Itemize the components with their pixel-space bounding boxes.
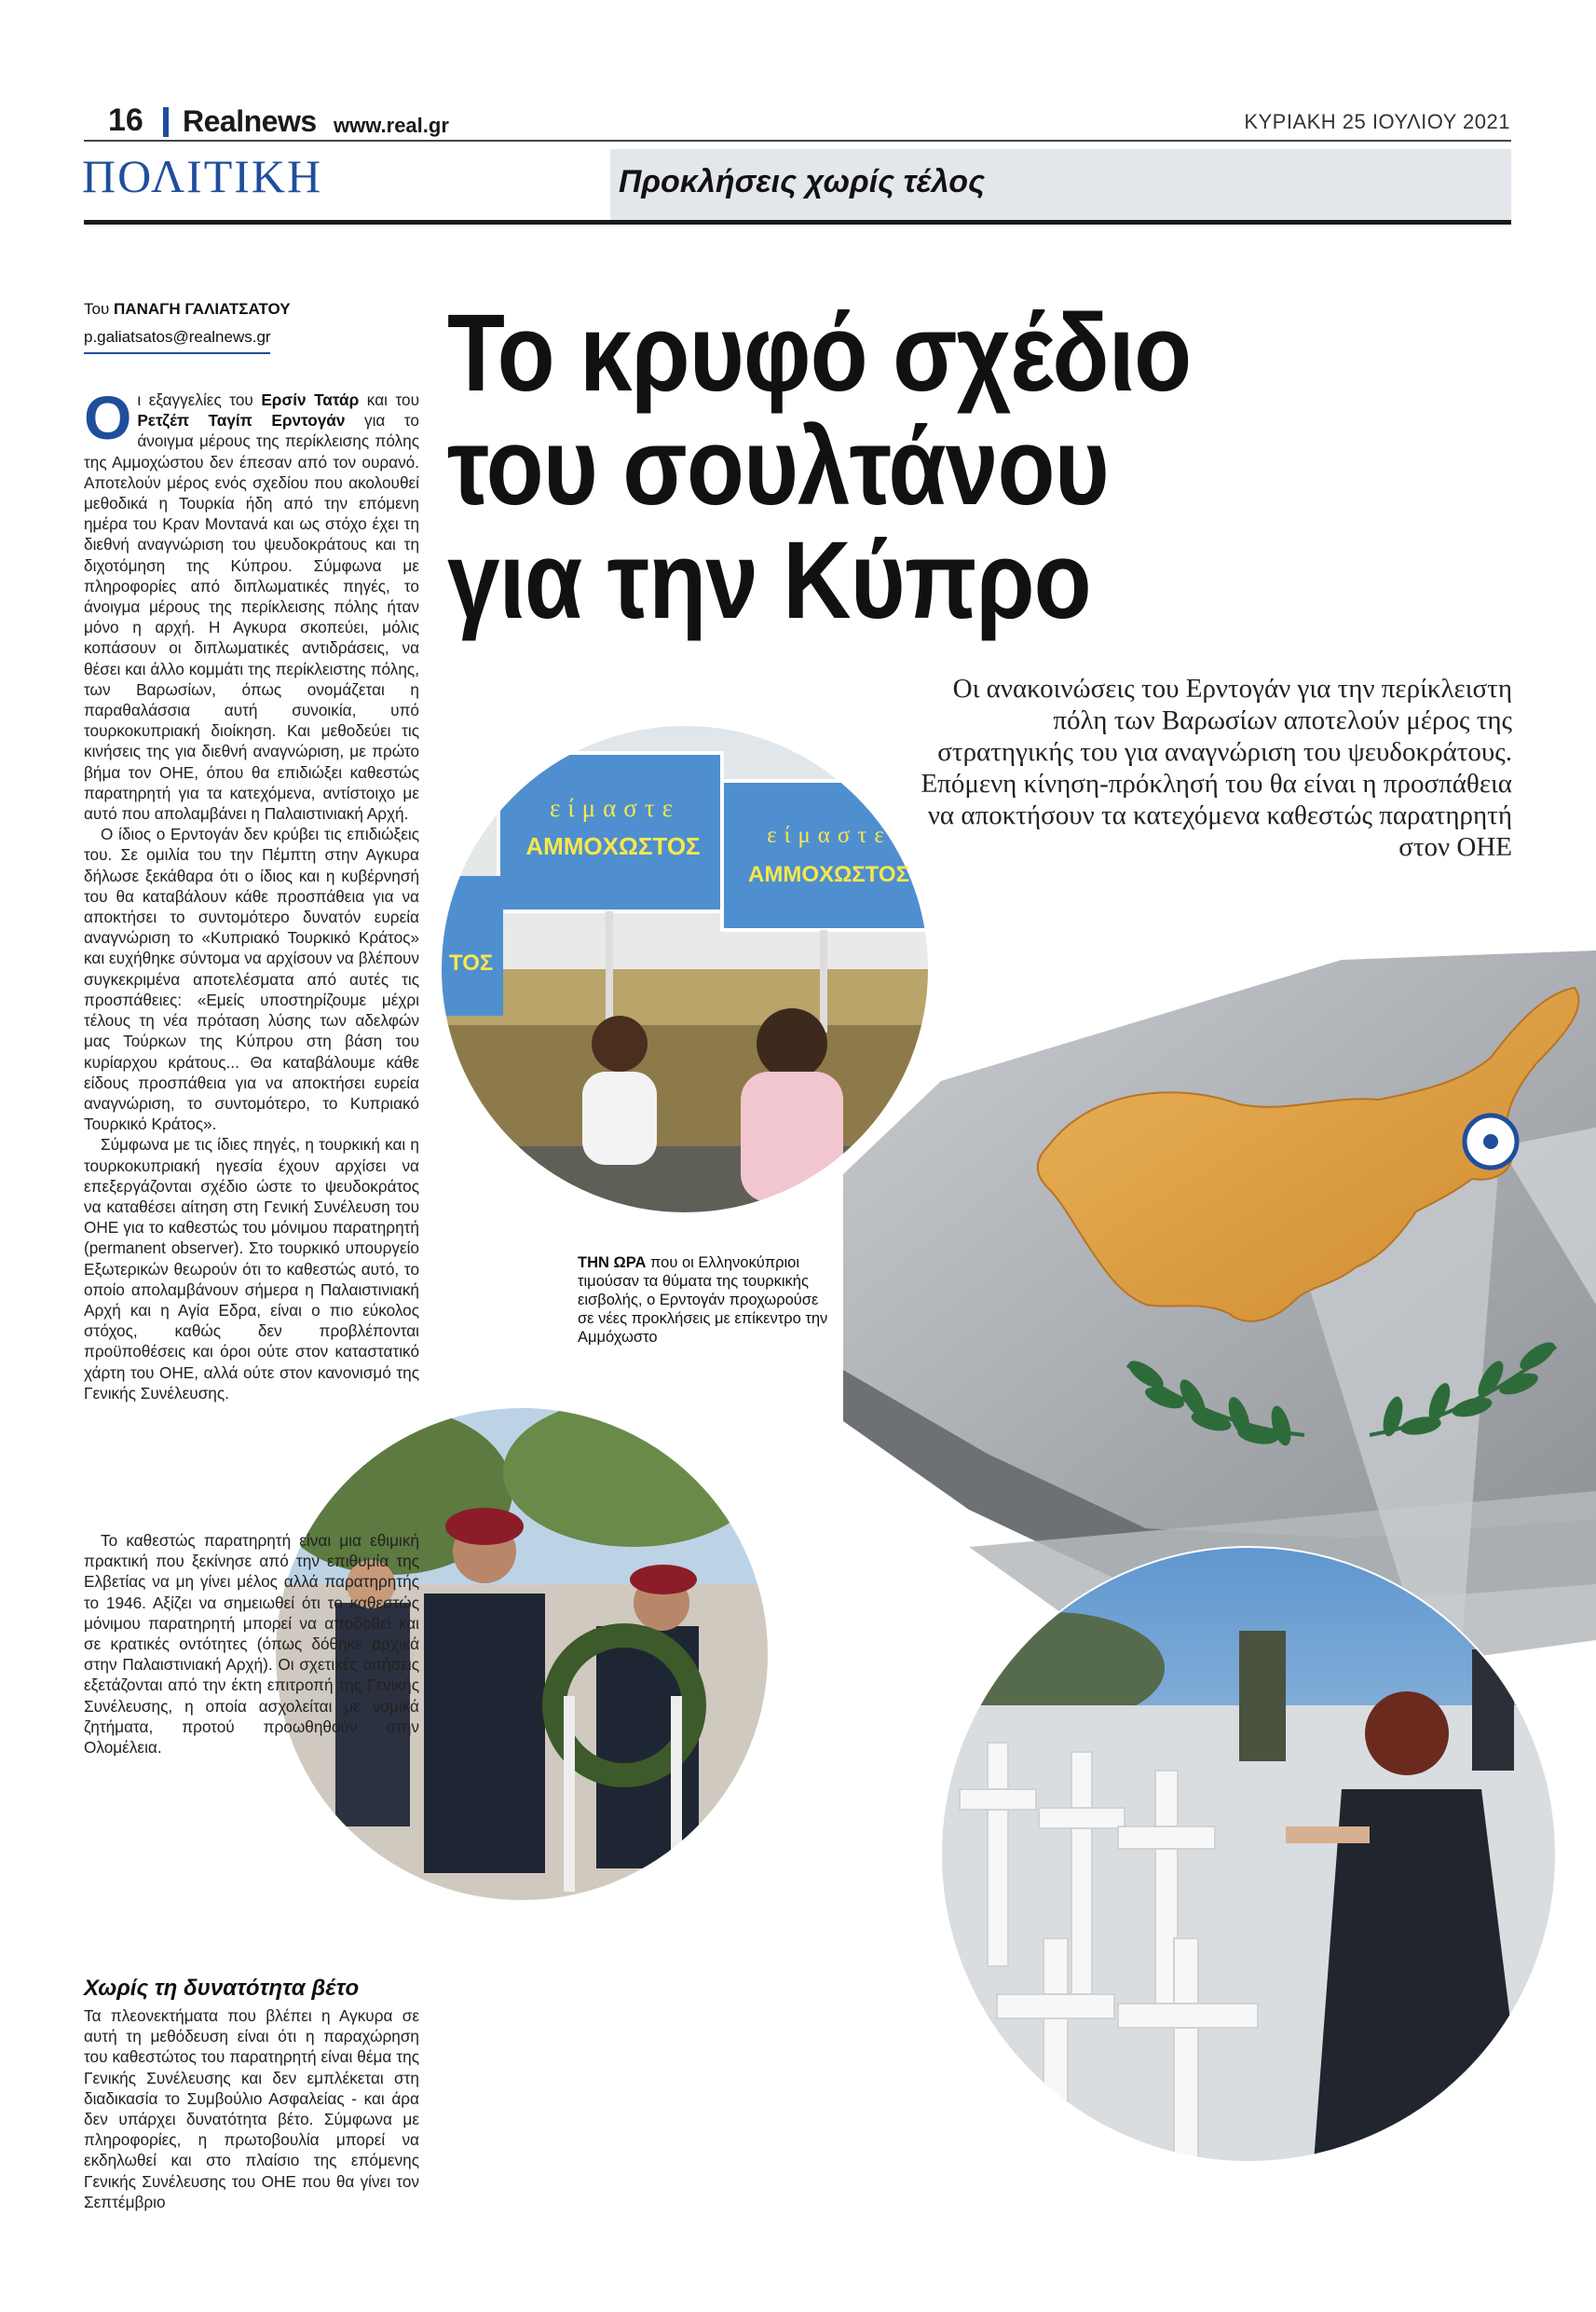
caption-lead: ΤΗΝ ΩΡΑ <box>578 1254 647 1271</box>
paragraph-2: Ο ίδιος ο Ερντογάν δεν κρύβει τις επιδιώξεις του. Σε ομιλία του την Πέμπτη στην Αγκυρα δήλωσε ξεκάθαρα ότι ο ίδιος και η κυβέρνησή του θα καταβάλουν κάθε προσπάθεια για να αποκτήσει το συντομότερο δυνατόν ευρεία αναγνώριση το «Κυπριακό Τουρκικό Κράτος» και ευχήθηκε σύντομα να αρχίσουν να βλέπουν συγκεκριμένα αποτελέσματα από αυτές τις προσπάθειες: «Εμείς υποστηρίζουμε μέχρι τέλους τη νέα πρόταση λύσης των αδελφών μας Τούρκων της Κύπρου στη βάση του κυρίαρχου κράτους... Θα καταβάλουμε κάθε είδους προσπάθεια για να αποκτήσει ευρεία αναγνώριση, το συντομότερο, το Κυπριακό Τουρκικό Κράτος». <box>84 825 419 1134</box>
byline-email: p.galiatsatos@realnews.gr <box>84 328 271 346</box>
article-body <box>84 383 419 1403</box>
byline-prefix: Του <box>84 300 110 318</box>
paragraph-3: Σύμφωνα με τις ίδιες πηγές, η τουρκική και η τουρκοκυπριακή ηγεσία έχουν αρχίσει να επεξεργάζονται σχέδιο ώστε το ψευδοκράτος να καταθέσει αίτηση στη Γενική Συνέλευση του ΟΗΕ για το καθεστώς του μόνιμου παρατηρητή (permanent observer). Στο τουρκικό υπουργείο Εξωτερικών θεωρούν ότι το καθεστώς αυτό, το οποίο απολαμβάνουν σήμερα η Παλαιστινιακή Αρχή και η Αγία Εδρα, είναι ο πιο εύκολος στόχος, καθώς δεν προβλέπονται προϋποθέσεις και όροι ούτε στον καταστατικό χάρτη του ΟΗΕ, αλλά ούτε στον κανονισμό της Γενικής Συνέλευσης. <box>84 1135 419 1402</box>
paragraph-4: Το καθεστώς παρατηρητή είναι μια εθιμική πρακτική που ξεκίνησε από την επιθυμία της Ελβετίας να μη γίνει μέλος αλλά παρατηρητής το 1946. Αξίζει να σημειωθεί ότι το καθεστώς μόνιμου παρατηρητή μπορεί να αποδοθεί και σε κρατικές οντότητες (όπως δόθηκε αρχικά στην Παλαιστινιακή Αρχή). Οι σχετικές αιτήσεις εξετάζονται από την έκτη επιτροπή της Γενικής Συνέλευσης, η οποία ασχολείται με νομικά ζητήματα, προτού προωθηθούν στην Ολομέλεια. <box>84 1531 419 1758</box>
paragraph-1 <box>84 383 419 824</box>
sign-text-2a: είμαστε <box>767 823 892 848</box>
p1-text-b: και του <box>359 390 419 409</box>
page-number: 16 <box>108 103 143 138</box>
photo-cemetery <box>941 1547 1556 2181</box>
sign-text-1b: ΑΜΜΟΧΩΣΤΟΣ <box>525 832 701 860</box>
p1-text-c: για το άνοιγμα μέρους της περίκλεισης πόλης της Αμμοχώστου δεν έπεσαν από τον ουρανό. Αποτελούν μέρος ενός σχεδίου που ακολουθεί μεθοδικά η Τουρκία ήδη από την επόμενη ημέρα του Κραν Μοντανά και ως στόχο έχει τη διεθνή αναγνώριση του ψευδοκράτους και τη διχοτόμηση της Κύπρου. Σύμφωνα με πληροφορίες από διπλωματικές πηγές, το άνοιγμα μέρους της περίκλεισης πόλης ήταν μόνο η αρχή. Η Αγκυρα σκοπεύει, μόλις κοπάσουν οι διπλωματικές αντιδράσεις, να θέσει και άλλο κομμάτι της περίκλειστης πόλης, των Βαρωσίων, όπως ονομάζεται η παραθαλάσσια αυτή συνοικία, υπό τουρκοκυπριακή διοίκηση. Και μεθοδεύει τις κινήσεις της για διεθνή αναγνώριση, με πρώτο βήμα τον ΟΗΕ, όπου θα επιδιώξει καθεστώς παρατηρητή για τα κατεχόμενα, αντίστοιχο με αυτό που απολαμβάνει η Παλαιστινιακή Αρχή. <box>84 411 419 824</box>
name-erdogan: Ρετζέπ Ταγίπ Ερντογάν <box>137 411 346 431</box>
headline-line-3: για την Κύπρο <box>447 519 1091 642</box>
p1-text-a: ι εξαγγελίες του <box>137 390 262 409</box>
section-title: ΠΟΛΙΤΙΚΗ <box>82 150 323 202</box>
headline-line-2: του σουλτάνου <box>447 405 1109 528</box>
caption-text: που οι Ελληνοκύπριοι τιμούσαν τα θύματα της τουρκικής εισβολής, ο Ερντογάν προχωρούσε σε νέες προκλήσεις με επίκεντρο την Αμμόχωστο <box>578 1254 828 1346</box>
paragraph-5: Τα πλεονεκτήματα που βλέπει η Αγκυρα σε αυτή τη μεθόδευση είναι ότι η παραχώρηση του καθεστώτος του παρατηρητή είναι θέμα της Γενικής Συνέλευσης και δεν εμπλέκεται στη διαδικασία το Συμβούλιο Ασφαλείας - και άρα δεν υπάρχει δυνατότητα βέτο. Σύμφωνα με πληροφορίες, η πρωτοβουλία μπορεί να εκδηλωθεί και στο πλαίσιο της επόμενης Γενικής Συνέλευσης του ΟΗΕ που θα γίνει τον Σεπτέμβριο <box>84 2006 419 2211</box>
headline <box>447 292 1329 642</box>
name-tatar: Ερσίν Τατάρ <box>261 390 360 409</box>
byline-author: ΠΑΝΑΓΗ ΓΑΛΙΑΤΣΑΤΟΥ <box>114 300 291 318</box>
sign-text-2b: ΑΜΜΟΧΩΣΤΟΣ <box>748 862 909 887</box>
standfirst: Οι ανακοινώσεις του Ερντογάν για την περίκλειστη πόλη των Βαρωσίων αποτελούν μέρος της στρατηγικής του για αναγνώριση του ψευδοκράτους. Επόμενη κίνηση-πρόκλησή του θα είναι η προσπάθεια να αποκτήσουν τα κατεχόμενα καθεστώς παρατηρητή στον ΟΗΕ <box>921 674 1512 862</box>
article-body-narrow <box>84 1530 419 1758</box>
brand-logo: Realnews <box>183 104 317 138</box>
site-url: www.real.gr <box>334 114 449 137</box>
sign-text-1a: είμαστε <box>550 794 680 822</box>
headline-line-1: Το κρυφό σχέδιο <box>447 292 1192 415</box>
article-body-end <box>84 2005 419 2212</box>
issue-date: ΚΥΡΙΑΚΗ 25 ΙΟΥΛΙΟΥ 2021 <box>1244 110 1510 133</box>
photo-caption <box>578 1253 829 1347</box>
dropcap: Ο <box>84 383 132 452</box>
subheading: Χωρίς τη δυνατότητα βέτο <box>84 1976 360 2001</box>
band-title: Προκλήσεις χωρίς τέλος <box>619 164 986 199</box>
sign-text-3: ΤΟΣ <box>449 951 494 976</box>
